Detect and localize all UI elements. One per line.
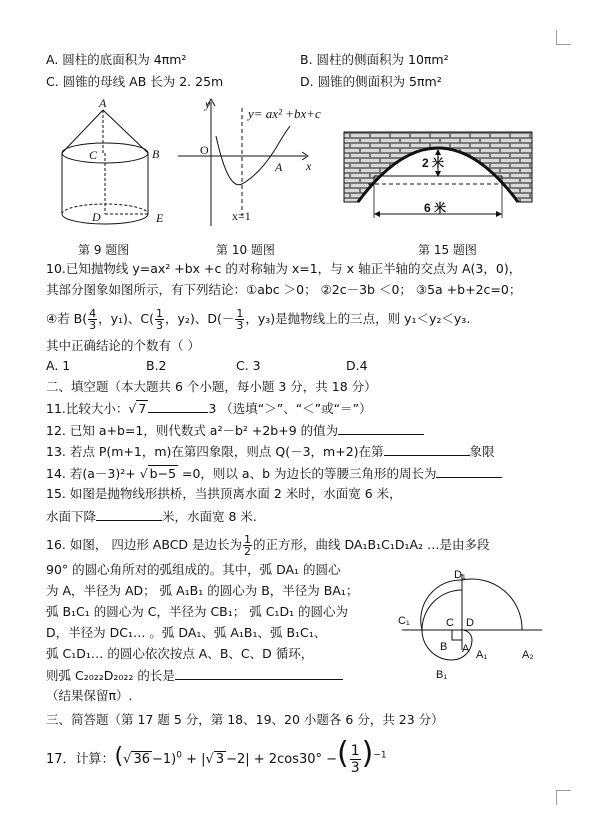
q14-radicand: b−5 [149,466,177,481]
q9-option-c: C. 圆锥的母线 AB 长为 2. 25m [46,74,224,89]
q16-line8: （结果保留π）. [46,688,133,703]
fig16-label-b1: B₁ [436,669,448,681]
q10-fraction-1: $\frac{4}{3}$ [89,307,97,332]
fig10-label-x: x [306,159,312,173]
fig10-label-a: A [275,160,283,174]
q15-answer-blank [96,508,162,521]
fig16-label-a: A [462,643,470,655]
q16-line5: D，半径为 DC₁… 。弧 DA₁、弧 A₁B₁、弧 B₁C₁、 [46,625,327,640]
fig9-label-b: B [152,147,160,161]
fig16-label-d1: D₁ [454,569,466,581]
fig16-label-b: B [440,641,448,653]
q13: 13. 若点 P(m+1，m)在第四象限，则点 Q(－3，m+2)在第 象限 [46,444,495,459]
fig10-caption: 第 10 题图 [216,243,275,257]
q16-line7: 则弧 C₂₀₂₂D₂₀₂₂ 的长是 [46,667,343,684]
q10-line1: 10.已知抛物线 y=ax² +bx +c 的对称轴为 x=1，与 x 轴正半轴的交点为 A(3，0)， [46,261,522,276]
q10-fraction-3: $\frac{1}{3}$ [236,307,244,332]
q10-option-a: A. 1 [46,358,71,373]
q11-answer-blank [148,400,208,413]
q17-fraction: $\frac{1}{3}$ [350,743,360,776]
fig15-height-label: 2 米 [422,156,445,170]
fig9-caption: 第 9 题图 [78,243,130,257]
q17-radicand-2: 3 [215,752,225,767]
q11-radicand: 7 [138,401,147,416]
page-corner-mark [556,30,571,45]
q10-option-c: C. 3 [236,358,261,373]
fig16-label-d: D [466,617,474,629]
fig15-caption: 第 15 题图 [418,243,477,257]
q9-option-a: A. 圆柱的底面积为 4πm² [46,52,187,67]
section-3-heading: 三、简答题（第 17 题 5 分，第 18、19、20 小题各 6 分，共 23 分） [46,712,444,727]
q16-line4: 弧 B₁C₁ 的圆心为 C，半径为 CB₁； 弧 C₁D₁ 的圆心为 [46,604,349,619]
q10-fraction-2: $\frac{1}{3}$ [156,307,164,332]
q17: 17．计算：(√ 36 −1)$^0$ + |√ 3 −2| + 2cos30° −( $\frac{1}{3}$ )$^{-1}$ [46,736,387,776]
q15-line2: 水面下降 米，水面宽 8 米. [46,509,257,524]
q10-option-b: B.2 [146,358,167,373]
q16-answer-blank [175,667,343,680]
q16-line1: 16. 如图， 四边形 ABCD 是边长为 $\frac{1}{2}$ 的正方形，曲线 DA₁B₁C₁D₁A₂ …是由多段 [46,533,490,558]
fig16-label-c1: C₁ [398,615,410,627]
fig10-equation: y= ax² +bx+c [248,106,321,121]
q12-answer-blank [338,422,424,435]
q10-line3: ④若 B( $\frac{4}{3}$ ，y₁)、C( $\frac{1}{3}$ ，y₂)、D(－ $\frac{1}{3}$ ，y₃)是抛物线上的三点，则 y₁＜y₂＜y₃. [46,307,471,332]
q16-line2: 90° 的圆心角所对的弧组成的。其中，弧 DA₁ 的圆心 [46,562,341,577]
fig9-label-a: A [99,96,107,110]
fig15-width-label: 6 米 [424,201,447,215]
section-2-heading: 二、填空题（本大题共 6 个小题，每小题 3 分，共 18 分） [46,379,377,394]
q10-line4: 其中正确结论的个数有（ ） [46,338,200,353]
figure-9-cone-cylinder [48,96,178,238]
q17-radicand-1: 36 [133,752,150,767]
q14-answer-blank [436,465,502,478]
q9-option-d: D. 圆锥的侧面积为 5πm² [300,74,442,89]
q14: 14. 若(a－3)²+ √ b−5 =0，则以 a、b 为边长的等腰三角形的周长为 [46,465,502,482]
figure-16-spiral [396,564,546,688]
q10-option-d: D.4 [346,358,368,373]
fig16-label-a2: A₂ [522,649,534,661]
page-corner-mark [556,790,571,805]
q16-line3: 为 A，半径为 AD； 弧 A₁B₁ 的圆心为 B，半径为 BA₁； [46,583,359,598]
fig9-label-d: D [92,210,101,224]
q16-line6: 弧 C₁D₁… 的圆心依次按点 A、B、C、D 循环， [46,646,314,661]
q13-answer-blank [384,443,470,456]
q15-line1: 15. 如图是抛物线形拱桥，当拱顶离水面 2 米时，水面宽 6 米， [46,486,402,501]
fig10-label-origin: O [200,143,209,157]
figure-15-arch-bridge [340,128,536,234]
fig9-label-c: C [89,148,98,162]
q16-fraction: $\frac{1}{2}$ [244,533,252,558]
q11: 11.比较大小：√ 7 3 （选填“＞”、“＜”或“＝”） [46,401,372,416]
fig10-axis-label: x=1 [232,209,251,223]
fig10-label-y: y [205,97,211,111]
fig16-label-a1: A₁ [476,649,488,661]
fig9-label-e: E [156,211,164,225]
fig16-label-c: C [446,617,454,629]
figure-10-parabola [178,96,348,236]
q10-line2: 其部分图象如图所示，有下列结论：①abc ＞0； ②2c－3b ＜0； ③5a +b+2c=0； [46,282,522,297]
q9-option-b: B. 圆柱的侧面积为 10πm² [300,52,449,67]
q12: 12. 已知 a+b=1，则代数式 a²－b² +2b+9 的值为 [46,422,424,439]
